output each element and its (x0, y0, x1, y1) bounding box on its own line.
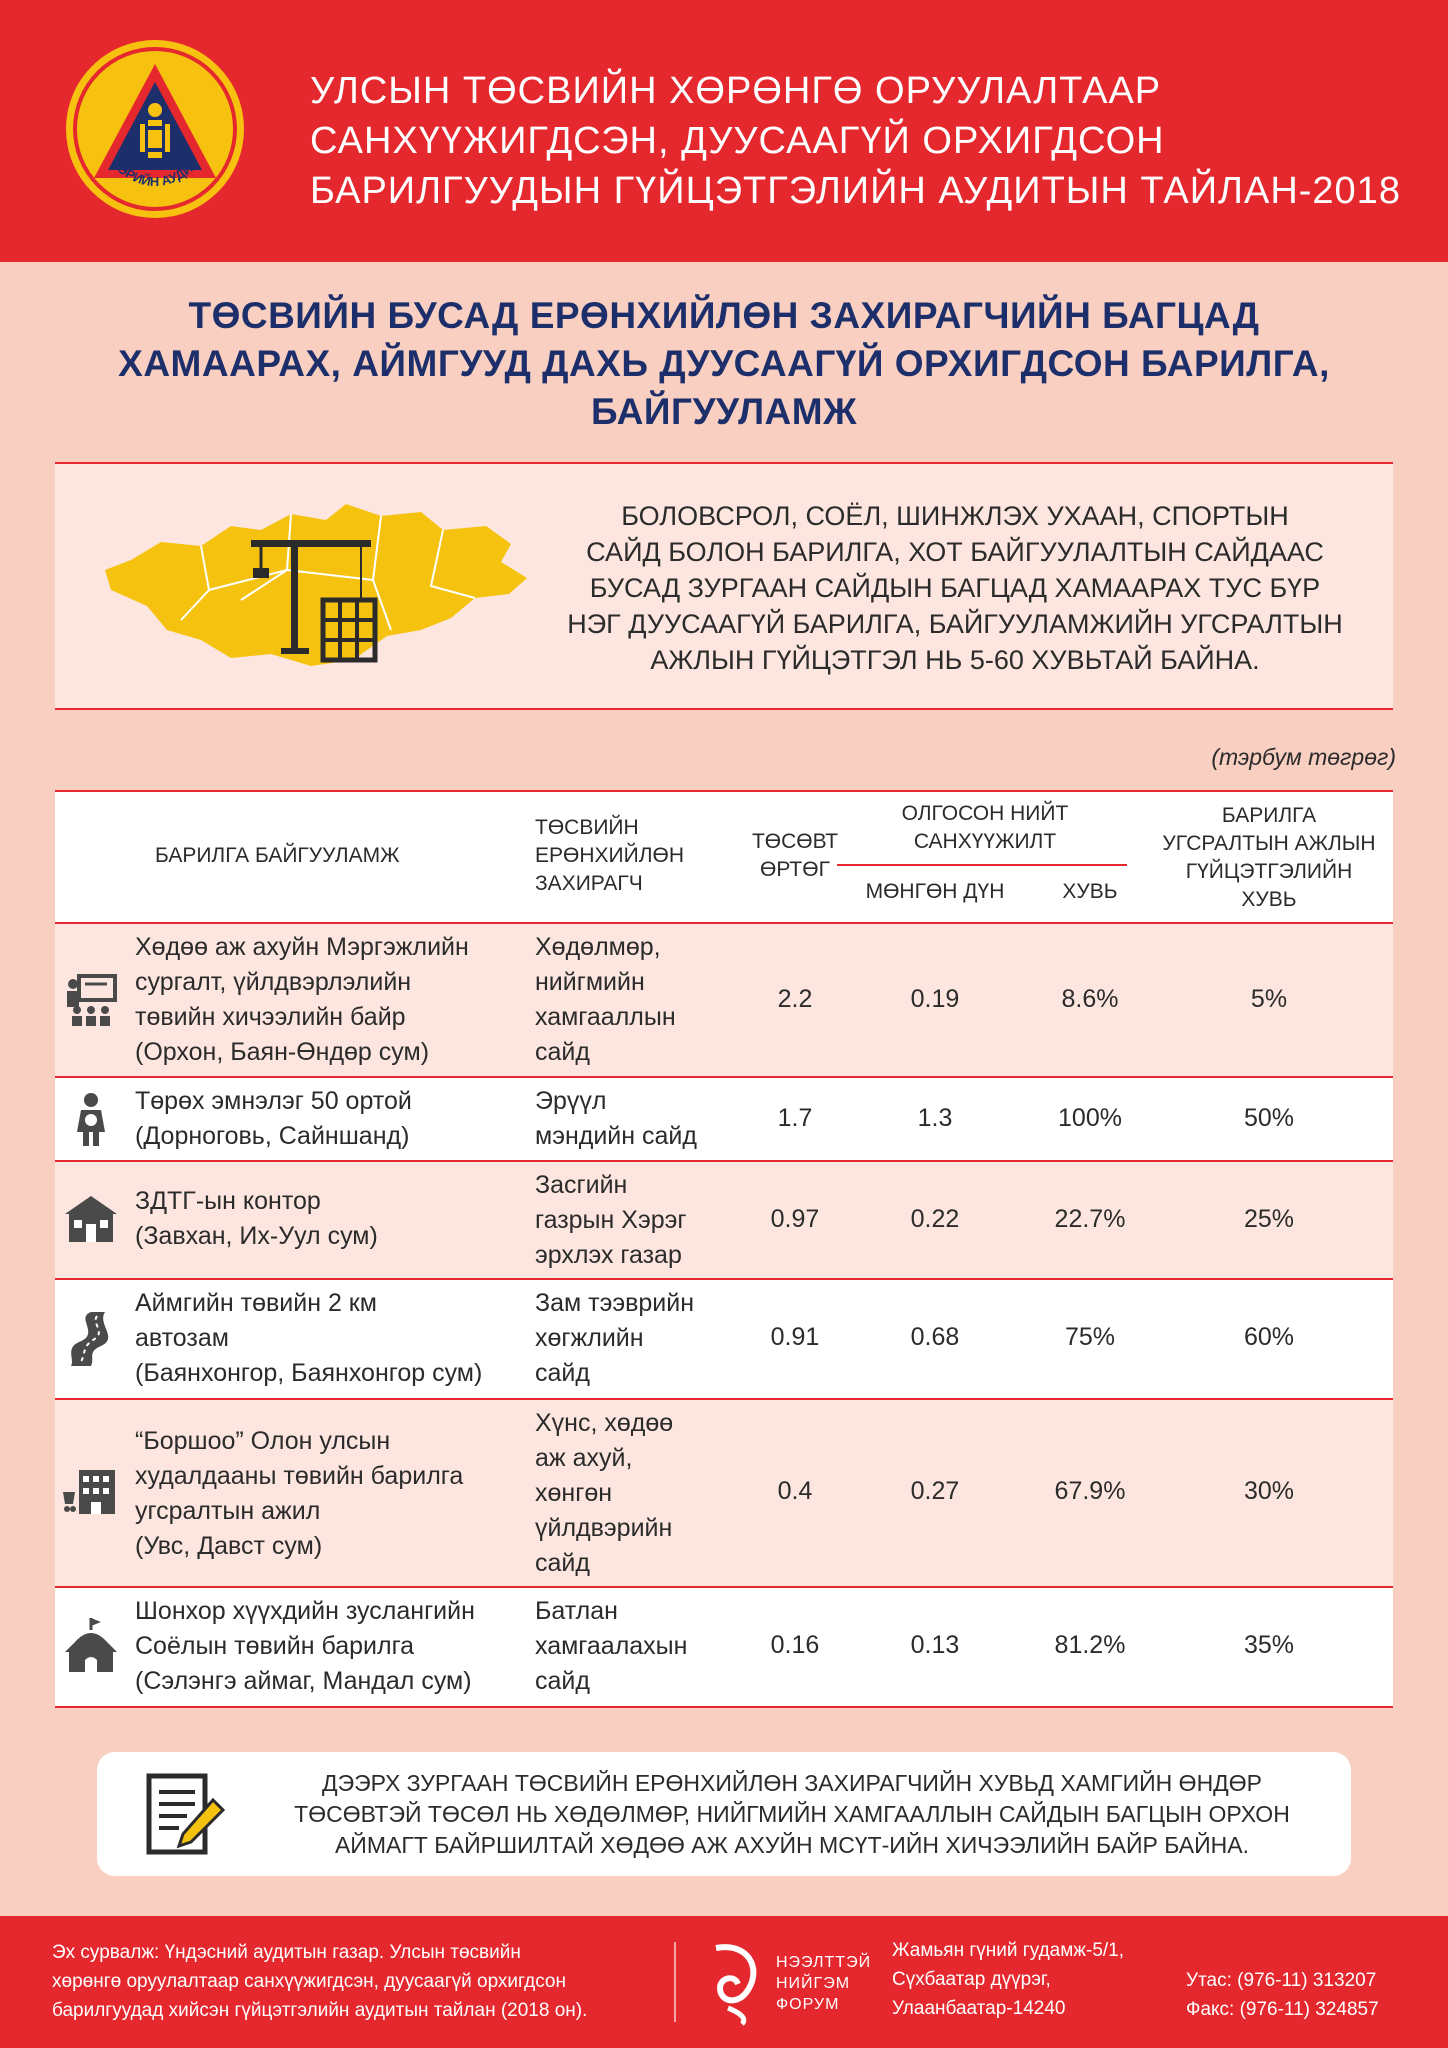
header-budget: ТӨСӨВТ ӨРТӨГ (751, 830, 839, 881)
financing-amount: 0.13 (910, 1631, 960, 1659)
progress-percent: 50% (1243, 1104, 1295, 1132)
building-name: “Боршоо” Олон улсын худалдааны төвийн барилга угсралтын ажил (Увс, Давст сум) (135, 1427, 464, 1560)
table-row (55, 1588, 1393, 1708)
org-address: Жамьян гүний гудамж-5/1, Сүхбаатар дүүрэг, Улаанбаатар-14240 (892, 1940, 1125, 2019)
building-name: Шонхор хүүхдийн зуслангийн Соёлын төвийн барилга (Сэлэнгэ аймаг, Мандал сум) (135, 1597, 475, 1695)
budget-cost: 2.2 (777, 985, 813, 1013)
table-row (55, 924, 1393, 1078)
header-progress: БАРИЛГА УГСРАЛТЫН АЖЛЫН ГҮЙЦЭТГЭЛИЙН ХУВЬ (1162, 804, 1376, 911)
financing-percent: 100% (1058, 1104, 1122, 1132)
table-row (55, 1078, 1393, 1162)
section-title: ТӨСВИЙН БУСАД ЕРӨНХИЙЛӨН ЗАХИРАГЧИЙН БАГЦАД ХАМААРАХ, АЙМГУУД ДАХЬ ДУУСААГҮЙ ОРХИГДСОН БАРИЛГА, БАЙГУУЛАМЖ (118, 295, 1330, 432)
progress-percent: 25% (1243, 1205, 1295, 1233)
building-name: ЗДТГ-ын контор (Завхан, Их-Уул сум) (135, 1187, 378, 1250)
org-contacts: Утас: (976-11) 313207 Факс: (976-11) 324857 (1186, 1970, 1379, 2020)
financing-percent: 75% (1064, 1323, 1116, 1351)
financing-amount: 1.3 (917, 1104, 953, 1132)
budget-administrator: Эрүүл мэндийн сайд (535, 1087, 697, 1150)
footer (0, 1916, 1448, 2048)
budget-cost: 1.7 (777, 1104, 813, 1132)
building-name: Аймгийн төвийн 2 км автозам (Баянхонгор, Баянхонгор сум) (135, 1289, 483, 1387)
document-pencil-icon (139, 1770, 229, 1860)
footer-divider (674, 1942, 676, 2022)
source-note: Эх сурвалж: Үндэсний аудитын газар. Улсын төсвийн хөрөнгө оруулалтаар санхүүжигдсэн, дуусаагүй орхигдсон барилгуудад хийсэн гүйцэтгэлийн аудитын тайлан (2018 он). (52, 1942, 588, 2021)
header-amount: МӨНГӨН ДҮН (865, 880, 1005, 903)
budget-administrator: Хүнс, хөдөө аж ахуй, хөнгөн үйлдвэрийн сайд (535, 1409, 674, 1577)
budget-cost: 0.16 (770, 1631, 820, 1659)
progress-percent: 30% (1243, 1477, 1295, 1505)
financing-amount: 0.22 (910, 1205, 960, 1233)
progress-percent: 5% (1250, 985, 1288, 1013)
mother-baby-icon (61, 1090, 121, 1150)
financing-amount: 0.19 (910, 985, 960, 1013)
header-divider (837, 864, 1127, 866)
progress-percent: 60% (1243, 1323, 1295, 1351)
financing-percent: 81.2% (1054, 1631, 1126, 1659)
conclusion-text: ДЭЭРХ ЗУРГААН ТӨСВИЙН ЕРӨНХИЙЛӨН ЗАХИРАГЧИЙН ХУВЬД ХАМГИЙН ӨНДӨР ТӨСӨВТЭЙ ТӨСӨЛ НЬ ХӨДӨЛМӨР, НИЙГМИЙН ХАМГААЛЛЫН САЙДЫН БАГЦЫН ОРХОН АЙМАГТ БАЙРШИЛТАЙ ХӨДӨӨ АЖ АХУЙН МСҮТ-ИЙН ХИЧЭЭЛИЙН БАЙР БАЙНА. (294, 1770, 1290, 1858)
budget-administrator: Зам тээврийн хөгжлийн сайд (535, 1289, 695, 1387)
financing-amount: 0.68 (910, 1323, 960, 1351)
table-row (55, 1400, 1393, 1588)
state-audit-logo (64, 38, 246, 220)
budget-cost: 0.97 (770, 1205, 820, 1233)
office-building-icon (61, 1190, 121, 1250)
building-name: Хөдөө аж ахуйн Мэргэжлийн сургалт, үйлдвэрлэлийн төвийн хичээлийн байр (Орхон, Баян-Өндөр сум) (135, 933, 469, 1066)
budget-cost: 0.4 (777, 1477, 813, 1505)
financing-amount: 0.27 (910, 1477, 960, 1505)
budget-administrator: Засгийн газрын Хэрэг эрхлэх газар (535, 1171, 687, 1269)
financing-percent: 8.6% (1061, 985, 1119, 1013)
header-percent: ХУВЬ (1062, 880, 1118, 903)
logo-text: ТӨРИЙН АУДИТ (108, 155, 202, 190)
header-admin: ТӨСВИЙН ЕРӨНХИЙЛӨН ЗАХИРАГЧ (535, 816, 684, 895)
table-header (55, 790, 1393, 924)
culture-house-icon (61, 1616, 121, 1676)
table-row (55, 1280, 1393, 1400)
conclusion-box (97, 1752, 1351, 1876)
budget-administrator: Батлан хамгаалахын сайд (535, 1597, 688, 1695)
header-banner (0, 0, 1448, 262)
financing-percent: 67.9% (1054, 1477, 1126, 1505)
road-icon (61, 1308, 121, 1368)
table-row (55, 1162, 1393, 1280)
mongolia-map-crane-icon (91, 490, 531, 680)
unit-note: (тэрбум төгрөг) (1211, 744, 1396, 770)
budget-cost: 0.91 (770, 1323, 820, 1351)
building-name: Төрөх эмнэлэг 50 ортой (Дорноговь, Сайншанд) (135, 1087, 412, 1150)
intro-box (55, 462, 1393, 710)
budget-administrator: Хөдөлмөр, нийгмийн хамгааллын сайд (535, 933, 676, 1066)
trade-center-icon (61, 1462, 121, 1522)
header-financing: ОЛГОСОН НИЙТ САНХҮҮЖИЛТ (901, 802, 1069, 853)
intro-text: БОЛОВСРОЛ, СОЁЛ, ШИНЖЛЭХ УХААН, СПОРТЫН САЙД БОЛОН БАРИЛГА, ХОТ БАЙГУУЛАЛТЫН САЙДААС БУСАД ЗУРГААН САЙДЫН БАГЦАД ХАМААРАХ ТУС БҮР НЭГ ДУУСААГҮЙ БАРИЛГА, БАЙГУУЛАМЖИЙН УГСРАЛТЫН АЖЛЫН ГҮЙЦЭТГЭЛ НЬ 5-60 ХУВЬТАЙ БАЙНА. (567, 501, 1343, 675)
report-title: УЛСЫН ТӨСВИЙН ХӨРӨНГӨ ОРУУЛАЛТААР САНХҮҮЖИГДСЭН, ДУУСААГҮЙ ОРХИГДСОН БАРИЛГУУДЫН ГҮЙЦЭТГЭЛИЙН АУДИТЫН ТАЙЛАН-2018 (310, 70, 1401, 212)
buildings-table (55, 790, 1393, 1708)
org-name: НЭЭЛТТЭЙ НИЙГЭМ ФОРУМ (776, 1954, 872, 2013)
open-society-forum-logo-icon (708, 1938, 764, 2026)
progress-percent: 35% (1243, 1631, 1295, 1659)
classroom-icon (61, 970, 121, 1030)
header-building: БАРИЛГА БАЙГУУЛАМЖ (155, 844, 400, 867)
financing-percent: 22.7% (1054, 1205, 1126, 1233)
